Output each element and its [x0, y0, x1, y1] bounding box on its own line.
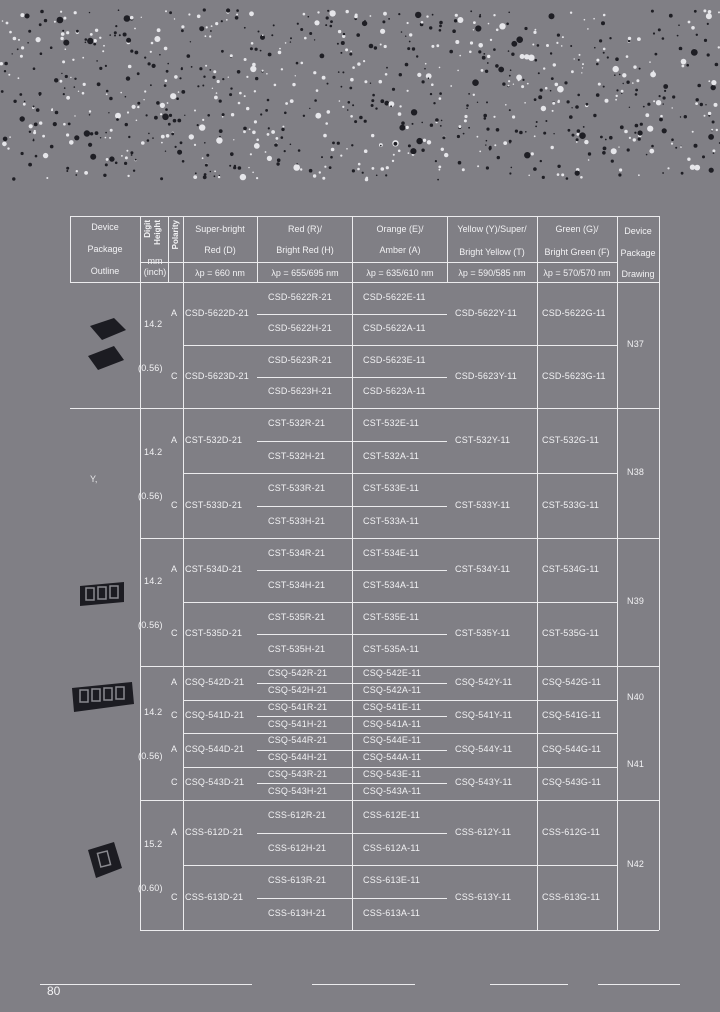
polarity-value: C [171, 499, 178, 510]
part-yellow: CSQ-542Y-11 [455, 676, 513, 687]
part-amber: CSD-5623A-11 [363, 386, 426, 397]
header-bottom-rule [70, 282, 659, 283]
sub-row-rule [257, 898, 447, 899]
col-rule-device [140, 282, 141, 930]
header-green-wavelength: λp = 570/570 nm [543, 268, 611, 278]
part-super-bright-red: CSQ-544D-21 [185, 743, 245, 754]
single-digit-display-package-illustration [84, 316, 130, 380]
header-bright-yellow: Bright Yellow (T) [459, 247, 525, 257]
part-orange: CST-533E-11 [363, 483, 420, 494]
part-super-bright-red: CSQ-543D-21 [185, 777, 245, 788]
part-green: CSQ-542G-11 [542, 676, 602, 687]
header-red: Red (R)/ [287, 224, 322, 234]
part-bright-red: CSQ-542H-21 [268, 685, 328, 696]
part-super-bright-red: CSQ-541D-21 [185, 710, 245, 721]
header-yellow: Yellow (Y)/Super/ [457, 224, 527, 234]
part-yellow: CSQ-541Y-11 [455, 710, 513, 721]
part-red: CSS-613R-21 [268, 875, 327, 886]
header-red-wavelength: λp = 655/695 nm [271, 268, 339, 278]
polarity-value: A [171, 564, 178, 574]
part-super-bright-red: CST-534D-21 [185, 564, 243, 574]
part-orange: CSQ-541E-11 [363, 701, 422, 712]
part-yellow: CSD-5623Y-11 [455, 370, 517, 381]
group-rule [70, 408, 659, 409]
header-unit-mm: mm [147, 256, 163, 266]
group-rule [140, 538, 659, 539]
part-amber: CST-532A-11 [363, 450, 420, 461]
triple-digit-display-package-illustration [78, 580, 128, 608]
footer-rule [312, 984, 415, 985]
digit-height-mm: 14.2 [144, 319, 163, 329]
sub-row-rule [257, 634, 447, 635]
package-drawing-id: N38 [627, 467, 645, 477]
part-yellow: CST-532Y-11 [455, 434, 511, 445]
part-orange: CST-535E-11 [363, 612, 420, 622]
package-drawing-id: N41 [627, 758, 645, 769]
part-bright-red: CSS-612H-21 [268, 842, 327, 853]
part-orange: CSS-613E-11 [363, 875, 421, 886]
sub-row-rule [257, 683, 447, 684]
row-rule [183, 602, 617, 603]
dual-digit-display-package-illustration [88, 470, 118, 490]
part-yellow: CSS-613Y-11 [455, 891, 512, 902]
part-yellow: CSD-5622Y-11 [455, 307, 517, 318]
part-red: CSQ-541R-21 [268, 701, 328, 712]
digit-height-inch: (0.56) [138, 751, 163, 761]
row-rule [183, 473, 617, 474]
part-orange: CSD-5623E-11 [363, 354, 426, 365]
part-green: CSQ-543G-11 [542, 777, 602, 788]
part-orange: CST-532E-11 [363, 418, 420, 429]
header-super-bright: Super-bright [195, 224, 245, 234]
part-super-bright-red: CST-532D-21 [185, 434, 243, 445]
part-super-bright-red: CSD-5622D-21 [185, 307, 249, 318]
digit-height-mm: 14.2 [144, 576, 163, 586]
part-red: CSQ-544R-21 [268, 735, 328, 746]
header-drawing: Drawing [621, 269, 655, 279]
header-package: Package [87, 244, 123, 254]
part-green: CST-532G-11 [542, 434, 600, 445]
part-red: CSD-5622R-21 [268, 291, 332, 302]
row-rule [183, 733, 617, 734]
digit-height-inch: (0.56) [138, 491, 163, 501]
part-red: CSD-5623R-21 [268, 354, 332, 365]
part-bright-red: CSS-613H-21 [268, 907, 327, 918]
row-rule [183, 865, 617, 866]
part-bright-red: CSQ-541H-21 [268, 718, 328, 729]
part-amber: CST-535A-11 [363, 644, 420, 654]
header-unit-inch: (inch) [143, 267, 167, 277]
part-amber: CSS-612A-11 [363, 842, 421, 853]
sub-row-rule [257, 833, 447, 834]
header-package-2: Package [620, 248, 656, 258]
polarity-value: C [171, 628, 178, 638]
row-rule [183, 700, 617, 701]
part-green: CST-534G-11 [542, 564, 600, 574]
part-orange: CSQ-543E-11 [363, 768, 422, 779]
part-amber: CSD-5622A-11 [363, 323, 426, 334]
header-outline: Outline [90, 266, 120, 276]
header-device-2: Device [624, 226, 652, 236]
sub-row-rule [257, 314, 447, 315]
footer-rule [40, 984, 252, 985]
header-polarity: Polarity [171, 220, 180, 250]
part-yellow: CST-534Y-11 [455, 564, 511, 574]
part-yellow: CSS-612Y-11 [455, 826, 512, 837]
part-amber: CSQ-543A-11 [363, 785, 422, 796]
part-orange: CST-534E-11 [363, 548, 420, 558]
part-yellow: CSQ-543Y-11 [455, 777, 513, 788]
package-drawing-id: N37 [627, 339, 645, 349]
single-digit-large-display-package-illustration [84, 840, 126, 882]
part-green: CSS-613G-11 [542, 891, 601, 902]
part-amber: CSQ-541A-11 [363, 718, 422, 729]
polarity-value: C [171, 370, 178, 381]
part-super-bright-red: CST-535D-21 [185, 628, 243, 638]
group-rule [140, 800, 659, 801]
header-green: Green (G)/ [555, 224, 599, 234]
part-super-bright-red: CSD-5623D-21 [185, 370, 249, 381]
part-green: CST-533G-11 [542, 499, 600, 510]
part-super-bright-red: CSS-612D-21 [185, 826, 244, 837]
part-red: CSQ-542R-21 [268, 668, 328, 679]
part-orange: CSQ-544E-11 [363, 735, 422, 746]
digit-height-mm: 14.2 [144, 707, 163, 717]
part-red: CSS-612R-21 [268, 810, 327, 821]
part-orange: CSS-612E-11 [363, 810, 421, 821]
part-red: CST-532R-21 [268, 418, 326, 429]
part-green: CSD-5623G-11 [542, 370, 606, 381]
polarity-value: A [171, 826, 178, 837]
sub-row-rule [257, 716, 447, 717]
col-rule-yellow [537, 282, 538, 930]
digit-height-inch: (0.60) [138, 883, 163, 893]
header-orange: Orange (E)/ [376, 224, 424, 234]
header-bright-green: Bright Green (F) [544, 247, 610, 257]
svg-text:Y,: Y, [90, 474, 98, 484]
part-green: CST-535G-11 [542, 628, 600, 638]
part-orange: CSQ-542E-11 [363, 668, 422, 679]
col-rule-polarity [183, 282, 184, 930]
part-green: CSD-5622G-11 [542, 307, 606, 318]
part-yellow: CST-535Y-11 [455, 628, 511, 638]
part-green: CSQ-544G-11 [542, 743, 602, 754]
quad-digit-display-package-illustration [70, 680, 136, 714]
part-green: CSS-612G-11 [542, 826, 601, 837]
footer-rule [490, 984, 568, 985]
header-super-bright-red: Red (D) [204, 245, 236, 255]
header-amber: Amber (A) [379, 245, 421, 255]
header-device: Device [91, 222, 119, 232]
part-bright-red: CST-534H-21 [268, 580, 326, 590]
header-digit-height: Digit [143, 220, 152, 238]
digit-height-mm: 14.2 [144, 447, 163, 457]
part-red: CST-535R-21 [268, 612, 326, 622]
group-rule [140, 930, 659, 931]
part-bright-red: CST-535H-21 [268, 644, 326, 654]
part-bright-red: CST-532H-21 [268, 450, 326, 461]
part-bright-red: CSD-5623H-21 [268, 386, 332, 397]
group-rule [140, 666, 659, 667]
part-bright-red: CSQ-544H-21 [268, 752, 328, 763]
col-rule-right [659, 282, 660, 930]
part-green: CSQ-541G-11 [542, 710, 602, 721]
header-bright-red: Bright Red (H) [276, 245, 334, 255]
part-amber: CSQ-542A-11 [363, 685, 422, 696]
part-red: CSQ-543R-21 [268, 768, 328, 779]
polarity-value: A [171, 434, 178, 445]
sub-row-rule [257, 441, 447, 442]
digit-height-inch: (0.56) [138, 363, 163, 373]
part-red: CST-533R-21 [268, 483, 326, 494]
polarity-value: C [171, 891, 178, 902]
table-top-rule [70, 216, 659, 217]
part-super-bright-red: CSS-613D-21 [185, 891, 244, 902]
header-orange-wavelength: λp = 635/610 nm [366, 268, 434, 278]
part-bright-red: CSD-5622H-21 [268, 323, 332, 334]
part-red: CST-534R-21 [268, 548, 326, 558]
part-bright-red: CSQ-543H-21 [268, 785, 328, 796]
part-super-bright-red: CSQ-542D-21 [185, 676, 245, 687]
page-number: 80 [47, 984, 61, 998]
header-super-bright-wavelength: λp = 660 nm [195, 268, 245, 278]
polarity-value: A [171, 743, 178, 754]
part-yellow: CST-533Y-11 [455, 499, 511, 510]
polarity-value: C [171, 710, 178, 721]
row-rule [183, 767, 617, 768]
polarity-value: C [171, 777, 178, 788]
part-yellow: CSQ-544Y-11 [455, 743, 513, 754]
footer-rule [598, 984, 680, 985]
sub-row-rule [257, 570, 447, 571]
sub-row-rule [257, 377, 447, 378]
part-bright-red: CST-533H-21 [268, 515, 326, 526]
header-digit-height-2: Height [153, 220, 162, 245]
part-amber: CSQ-544A-11 [363, 752, 422, 763]
sub-row-rule [257, 506, 447, 507]
part-amber: CSS-613A-11 [363, 907, 421, 918]
polarity-value: A [171, 307, 178, 318]
col-rule-green [617, 282, 618, 930]
sub-row-rule [257, 783, 447, 784]
polarity-value: A [171, 676, 178, 687]
digit-height-inch: (0.56) [138, 620, 163, 630]
header-yellow-wavelength: λp = 590/585 nm [458, 268, 526, 278]
package-drawing-id: N42 [627, 859, 645, 869]
part-super-bright-red: CST-533D-21 [185, 499, 243, 510]
part-amber: CST-534A-11 [363, 580, 420, 590]
package-drawing-id: N40 [627, 691, 645, 702]
part-orange: CSD-5622E-11 [363, 291, 426, 302]
part-amber: CST-533A-11 [363, 515, 420, 526]
package-drawing-id: N39 [627, 596, 645, 606]
sub-row-rule [257, 750, 447, 751]
digit-height-mm: 15.2 [144, 839, 163, 849]
row-rule [183, 345, 617, 346]
